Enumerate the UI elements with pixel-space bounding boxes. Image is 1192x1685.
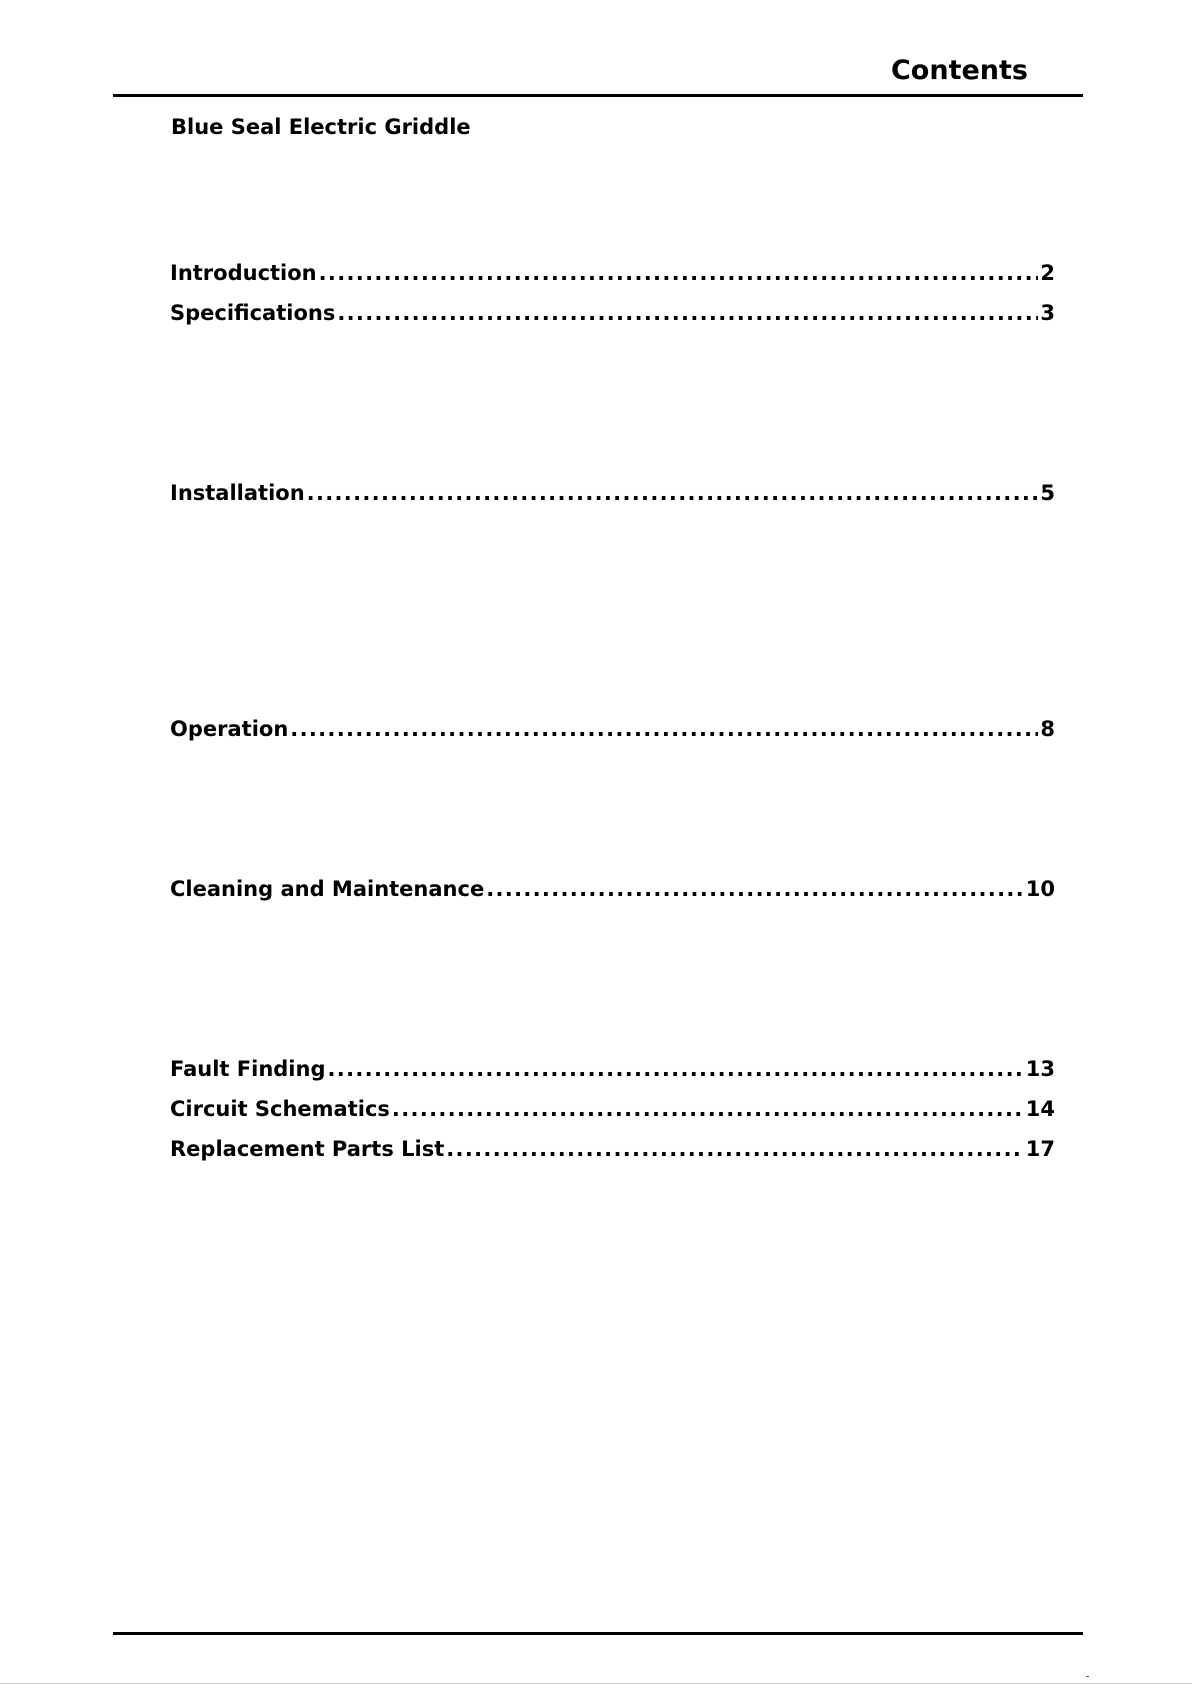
toc-dot-leader [392,1093,1024,1125]
page-bottom-edge [0,1683,1192,1684]
toc-page-number: 14 [1025,1097,1055,1121]
toc-entry-operation[interactable] [170,713,1055,745]
toc-entry-cleaning-and-maintenance[interactable] [170,873,1055,905]
toc-entry-introduction[interactable] [170,257,1055,289]
toc-dot-leader [446,1133,1024,1165]
toc-page-number: 5 [1040,481,1055,505]
toc-dot-leader [486,873,1024,905]
toc-entry-label: Introduction [170,261,317,285]
toc-entry-label: Fault Finding [170,1057,326,1081]
toc-entry-label: Cleaning and Maintenance [170,877,485,901]
toc-entry-fault-finding[interactable] [170,1053,1055,1085]
toc-dot-leader [307,477,1039,509]
toc-entry-installation[interactable] [170,477,1055,509]
toc-page-number: 2 [1040,261,1055,285]
toc-dot-leader [319,257,1039,289]
document-title: Blue Seal Electric Griddle [171,115,471,139]
toc-entry-specifications[interactable] [170,297,1055,329]
toc-dot-leader [337,297,1038,329]
toc-page-number: 13 [1025,1057,1055,1081]
header-rule [113,94,1083,97]
footer-rule [113,1632,1083,1635]
toc-dot-leader [290,713,1038,745]
toc-page-number: 3 [1040,301,1055,325]
toc-dot-leader [328,1053,1024,1085]
toc-entry-label: Operation [170,717,289,741]
toc-page-number: 17 [1025,1137,1055,1161]
toc-entry-label: Replacement Parts List [170,1137,445,1161]
toc-entry-circuit-schematics[interactable] [170,1093,1055,1125]
toc-entry-label: Circuit Schematics [170,1097,390,1121]
toc-entry-replacement-parts-list[interactable] [170,1133,1055,1165]
page-corner-mark [1086,1676,1089,1677]
toc-entry-label: Installation [170,481,305,505]
toc-page-number: 8 [1040,717,1055,741]
toc-entry-label: Specifications [170,301,336,325]
page-title: Contents [890,55,1028,86]
toc-page-number: 10 [1025,877,1055,901]
